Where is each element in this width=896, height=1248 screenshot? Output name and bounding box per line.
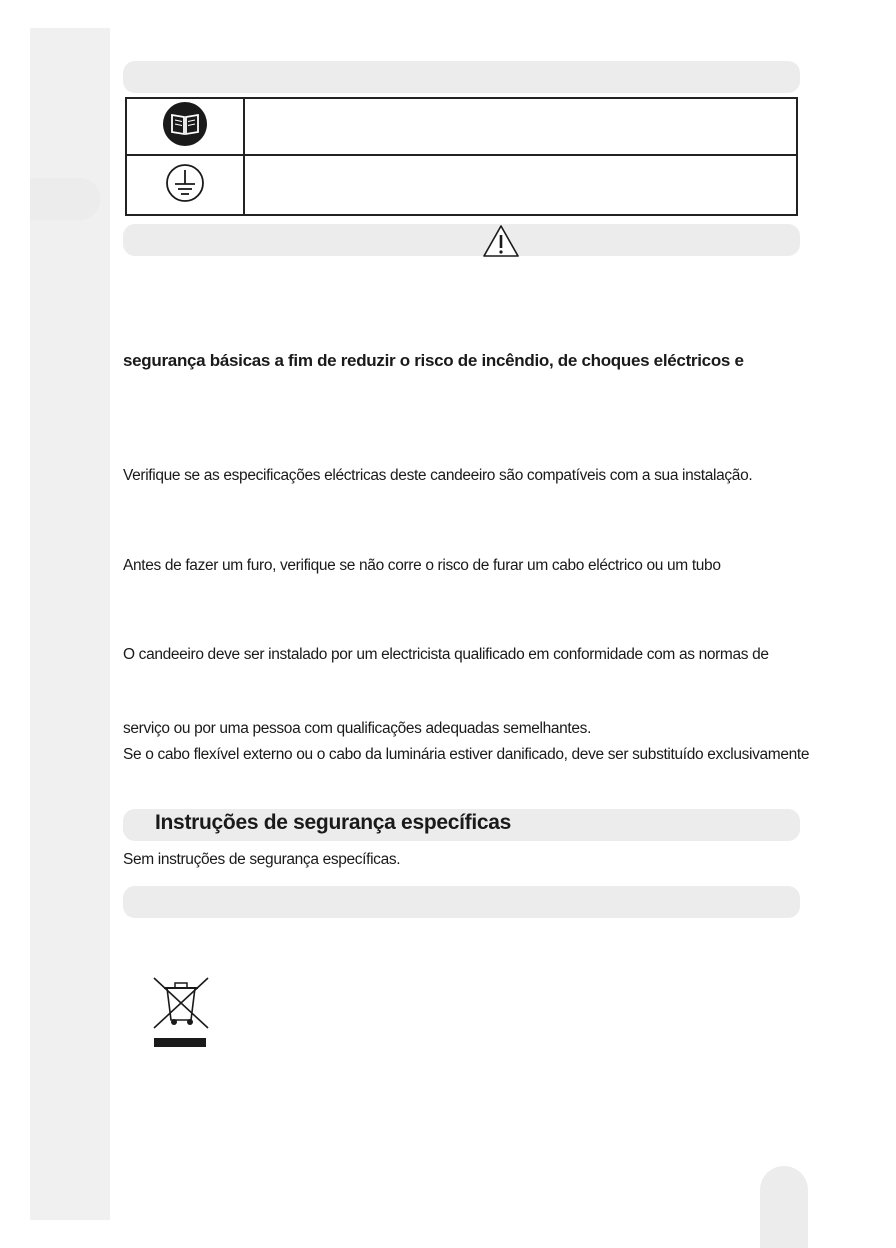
table-row	[126, 155, 797, 215]
sidebar-tab	[30, 178, 100, 220]
warning-header-bar	[123, 224, 800, 256]
specific-instructions-text: Sem instruções de segurança específicas.	[123, 851, 401, 868]
safety-paragraph: Se o cabo flexível externo ou o cabo da luminária estiver danificado, deve ser substituído exclusivamente	[123, 746, 810, 763]
specific-instructions-bar	[123, 809, 800, 841]
safety-paragraph: O candeeiro deve ser instalado por um electricista qualificado em conformidade com as normas de	[123, 646, 769, 663]
manual-book-icon	[161, 100, 209, 148]
crossed-bin-icon	[150, 974, 212, 1050]
safety-paragraph: serviço ou por uma pessoa com qualificações adequadas semelhantes.	[123, 720, 592, 737]
safety-paragraph: Antes de fazer um furo, verifique se não corre o risco de furar um cabo eléctrico ou um tubo	[123, 557, 721, 574]
page-number-tab	[760, 1166, 808, 1248]
symbol-description	[244, 98, 797, 155]
disposal-header-bar	[123, 886, 800, 918]
safety-paragraph: Verifique se as especificações eléctricas deste candeeiro são compatíveis com a sua instalação.	[123, 467, 753, 484]
earth-ground-icon	[164, 162, 206, 204]
symbol-description	[244, 155, 797, 215]
warning-triangle-icon	[482, 224, 520, 258]
symbols-table	[125, 97, 798, 216]
section-title: Instruções de segurança específicas	[155, 811, 512, 834]
symbols-header-bar	[123, 61, 800, 93]
safety-paragraph: segurança básicas a fim de reduzir o risco de incêndio, de choques eléctricos e	[123, 351, 744, 370]
table-row	[126, 98, 797, 155]
